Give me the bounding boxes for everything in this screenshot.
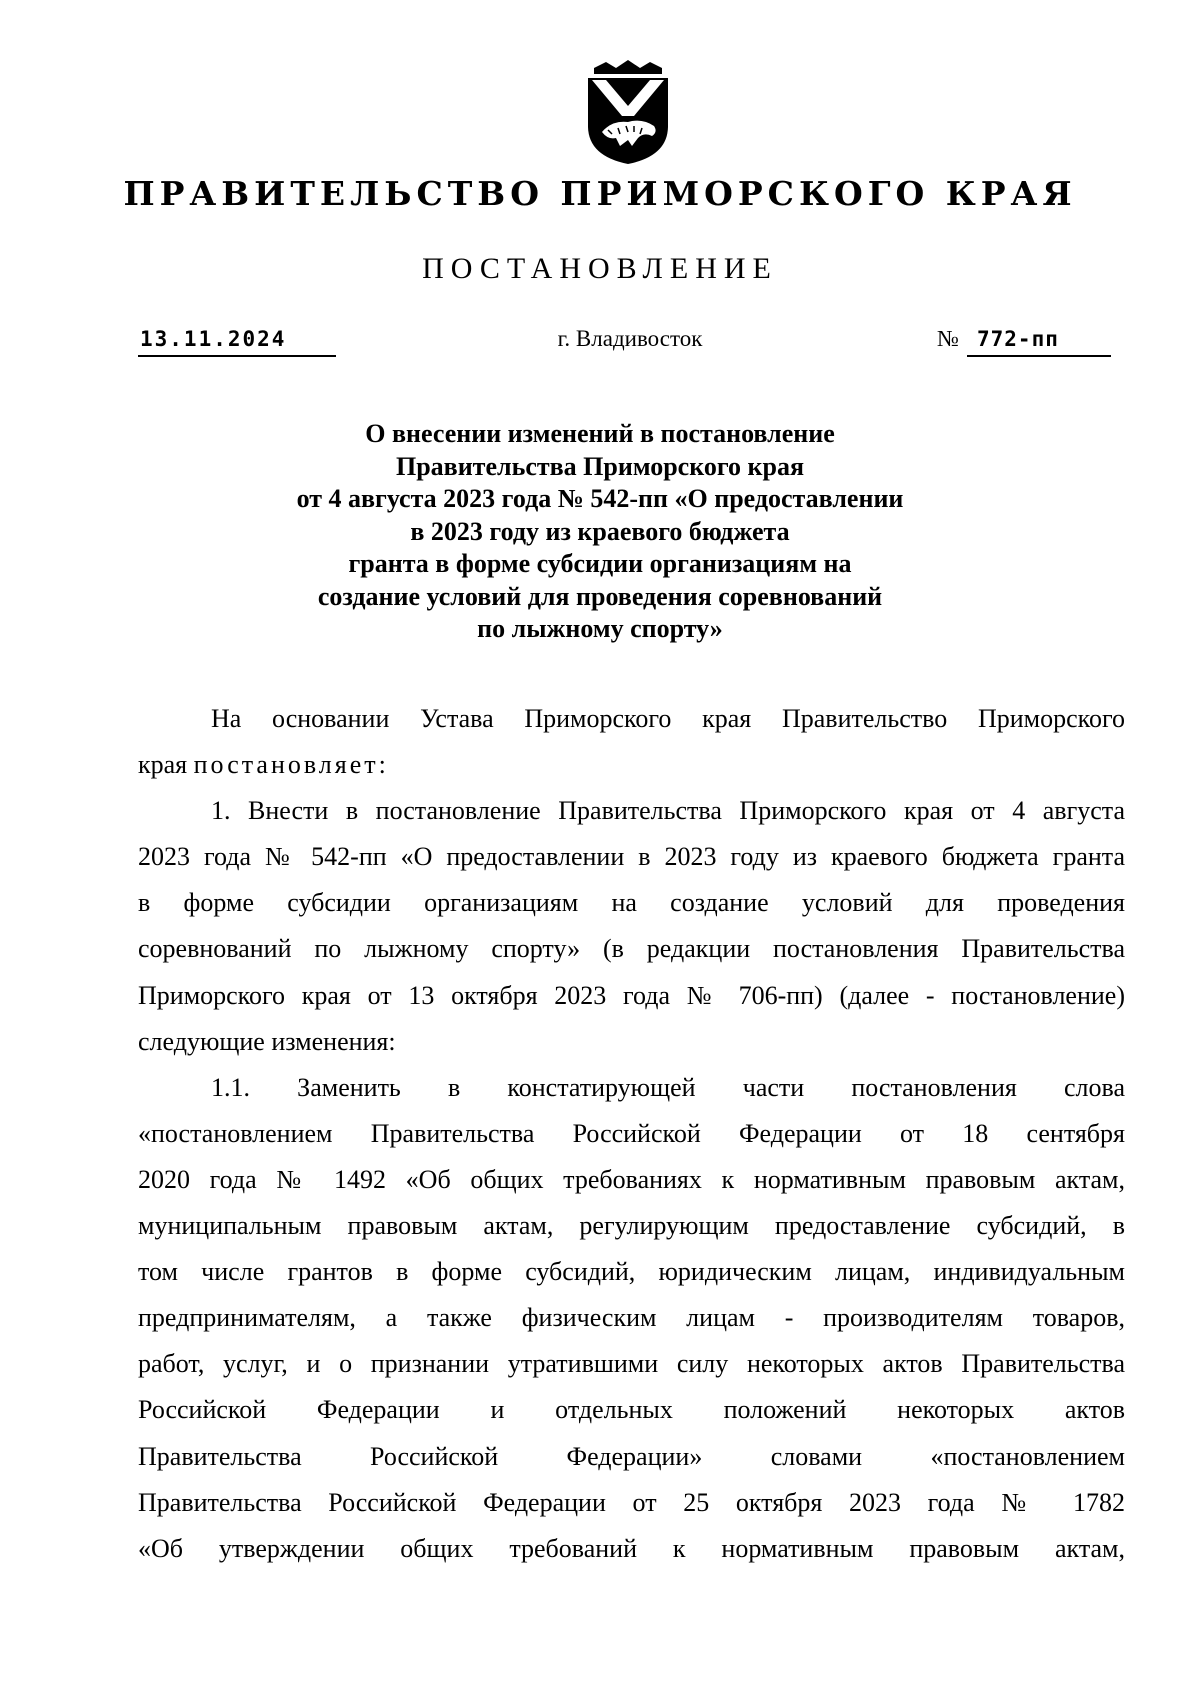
paragraph-1-1-line: Правительства Российской Федерации» словами «постановлением: [138, 1441, 1125, 1471]
paragraph-1-1-line: Российской Федерации и отдельных положений некоторых актов: [138, 1395, 1125, 1425]
document-body: [138, 696, 1125, 1572]
preamble-line: [138, 742, 1125, 788]
document-city: г. Владивосток: [557, 326, 703, 351]
paragraph-1-1-line: предпринимателям, а также физическим лицам - производителям товаров,: [138, 1303, 1125, 1333]
paragraph-1-1-line: Правительства Российской Федерации от 25 октября 2023 года № 1782: [138, 1487, 1125, 1517]
paragraph-1-1-line: «постановлением Правительства Российской Федерации от 18 сентября: [138, 1118, 1125, 1148]
subject-line: от 4 августа 2023 года № 542-пп «О предоставлении: [296, 484, 904, 513]
subject-line: по лыжному спорту»: [477, 614, 723, 643]
preamble-text: края: [138, 750, 194, 780]
coat-of-arms-emblem: [572, 60, 684, 164]
subject-line: О внесении изменений в постановление: [365, 419, 835, 448]
paragraph-1-1-line: 1.1. Заменить в констатирующей части постановления слова: [211, 1072, 1125, 1102]
preamble-line: На основании Устава Приморского края Правительство Приморского: [211, 704, 1125, 733]
paragraph-1-line: 2023 года № 542-пп «О предоставлении в 2023 году из краевого бюджета гранта: [138, 842, 1125, 872]
document-date: 13.11.2024: [138, 323, 336, 357]
paragraph-1-1-line: «Об утверждении общих требований к нормативным правовым актам,: [138, 1533, 1125, 1563]
subject-line: создание условий для проведения соревнований: [317, 581, 883, 611]
paragraph-1-line: следующие изменения:: [138, 1026, 396, 1056]
paragraph-1-1-line: 2020 года № 1492 «Об общих требованиях к нормативным правовым актам,: [138, 1164, 1125, 1194]
paragraph-1-line: Приморского края от 13 октября 2023 года № 706-пп) (далее - постановление): [138, 980, 1125, 1010]
document-type: ПОСТАНОВЛЕНИЕ: [422, 252, 778, 285]
paragraph-1-line: соревнований по лыжному спорту» (в редакции постановления Правительства: [138, 934, 1125, 964]
resolution-keyword: постановляет:: [193, 750, 389, 780]
document-number-sign: №: [937, 326, 959, 351]
subject-line: гранта в форме субсидии организациям на: [348, 549, 852, 578]
paragraph-1-1-line: том числе грантов в форме субсидий, юридическим лицам, индивидуальным: [138, 1257, 1125, 1287]
document-number: 772-пп: [967, 323, 1111, 357]
subject-line: Правительства Приморского края: [395, 451, 805, 481]
document-meta-row: [0, 323, 1200, 363]
government-title: ПРАВИТЕЛЬСТВО ПРИМОРСКОГО КРАЯ: [123, 174, 1077, 213]
document-subject: [200, 418, 1000, 646]
subject-line: в 2023 году из краевого бюджета: [410, 516, 790, 546]
paragraph-1-line: в форме субсидии организациям на создание условий для проведения: [138, 888, 1125, 918]
paragraph-1-1-line: муниципальным правовым актам, регулирующим предоставление субсидий, в: [138, 1211, 1125, 1241]
paragraph-1-1-line: работ, услуг, и о признании утратившими силу некоторых актов Правительства: [138, 1349, 1125, 1379]
paragraph-1-line: 1. Внести в постановление Правительства Приморского края от 4 августа: [211, 796, 1125, 826]
